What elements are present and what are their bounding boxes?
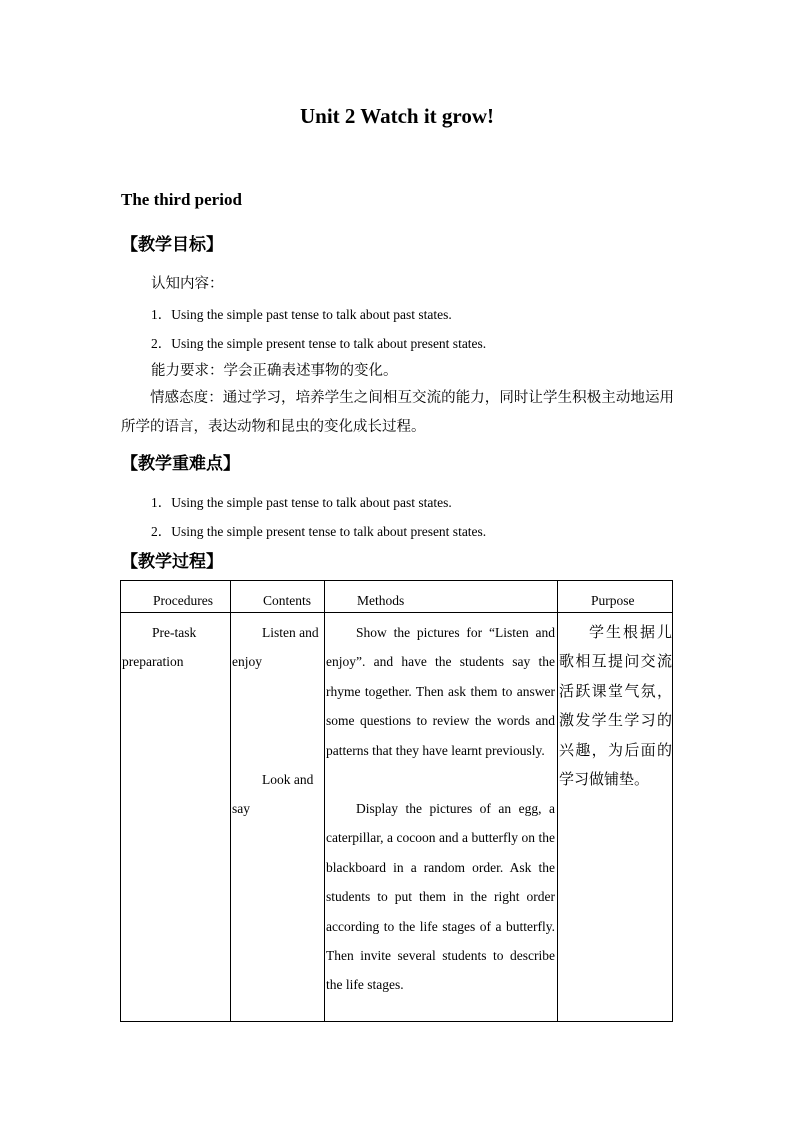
methods-paragraph-2: Display the pictures of an egg, a caterpillar, a cocoon and a butterfly on the blackboard in a random order. Ask the students to put them in the right order according to the life stages of a butterfly. Then invite several students to describe the life stages. — [326, 801, 555, 993]
section-heading-key-points: 【教学重难点】 — [121, 454, 240, 474]
key-point-item-1: 1．Using the simple past tense to talk about past states. — [151, 495, 452, 510]
purpose-cell: 学生根据儿歌相互提问交流活跃课堂气氛，激发学生学习的兴趣，为后面的学习做铺垫。 — [559, 623, 672, 789]
objective-item-2: 2．Using the simple present tense to talk about present states. — [151, 336, 487, 351]
procedure-cell: Pre-task preparation — [122, 625, 197, 670]
page-title: Unit 2 Watch it grow! — [299, 104, 495, 128]
contents-look-and-say: Look and say — [232, 772, 314, 817]
key-point-item-2: 2．Using the simple present tense to talk about present states. — [151, 524, 487, 539]
contents-listen-and-enjoy: Listen and enjoy — [232, 625, 319, 670]
ability-requirement: 能力要求：学会正确表述事物的变化。 — [151, 363, 398, 379]
header-purpose: Purpose — [591, 593, 635, 608]
period-heading: The third period — [121, 190, 242, 209]
process-table — [120, 580, 673, 1022]
emotion-attitude: 情感态度：通过学习，培养学生之间相互交流的能力，同时让学生积极主动地运用所学的语言，表达动物和昆虫的变化成长过程。 — [121, 390, 674, 435]
header-contents: Contents — [263, 593, 312, 608]
objective-item-1: 1．Using the simple past tense to talk about past states. — [151, 307, 452, 322]
section-heading-process: 【教学过程】 — [121, 552, 223, 572]
section-heading-objectives: 【教学目标】 — [121, 235, 223, 255]
header-methods: Methods — [357, 593, 405, 608]
header-procedures: Procedures — [153, 593, 213, 608]
methods-paragraph-1: Show the pictures for “Listen and enjoy”. and have the students say the rhyme together. Then ask them to answer some questions to review the words and patterns that they have learnt previously. — [326, 625, 555, 758]
cognitive-label: 认知内容： — [151, 276, 224, 292]
